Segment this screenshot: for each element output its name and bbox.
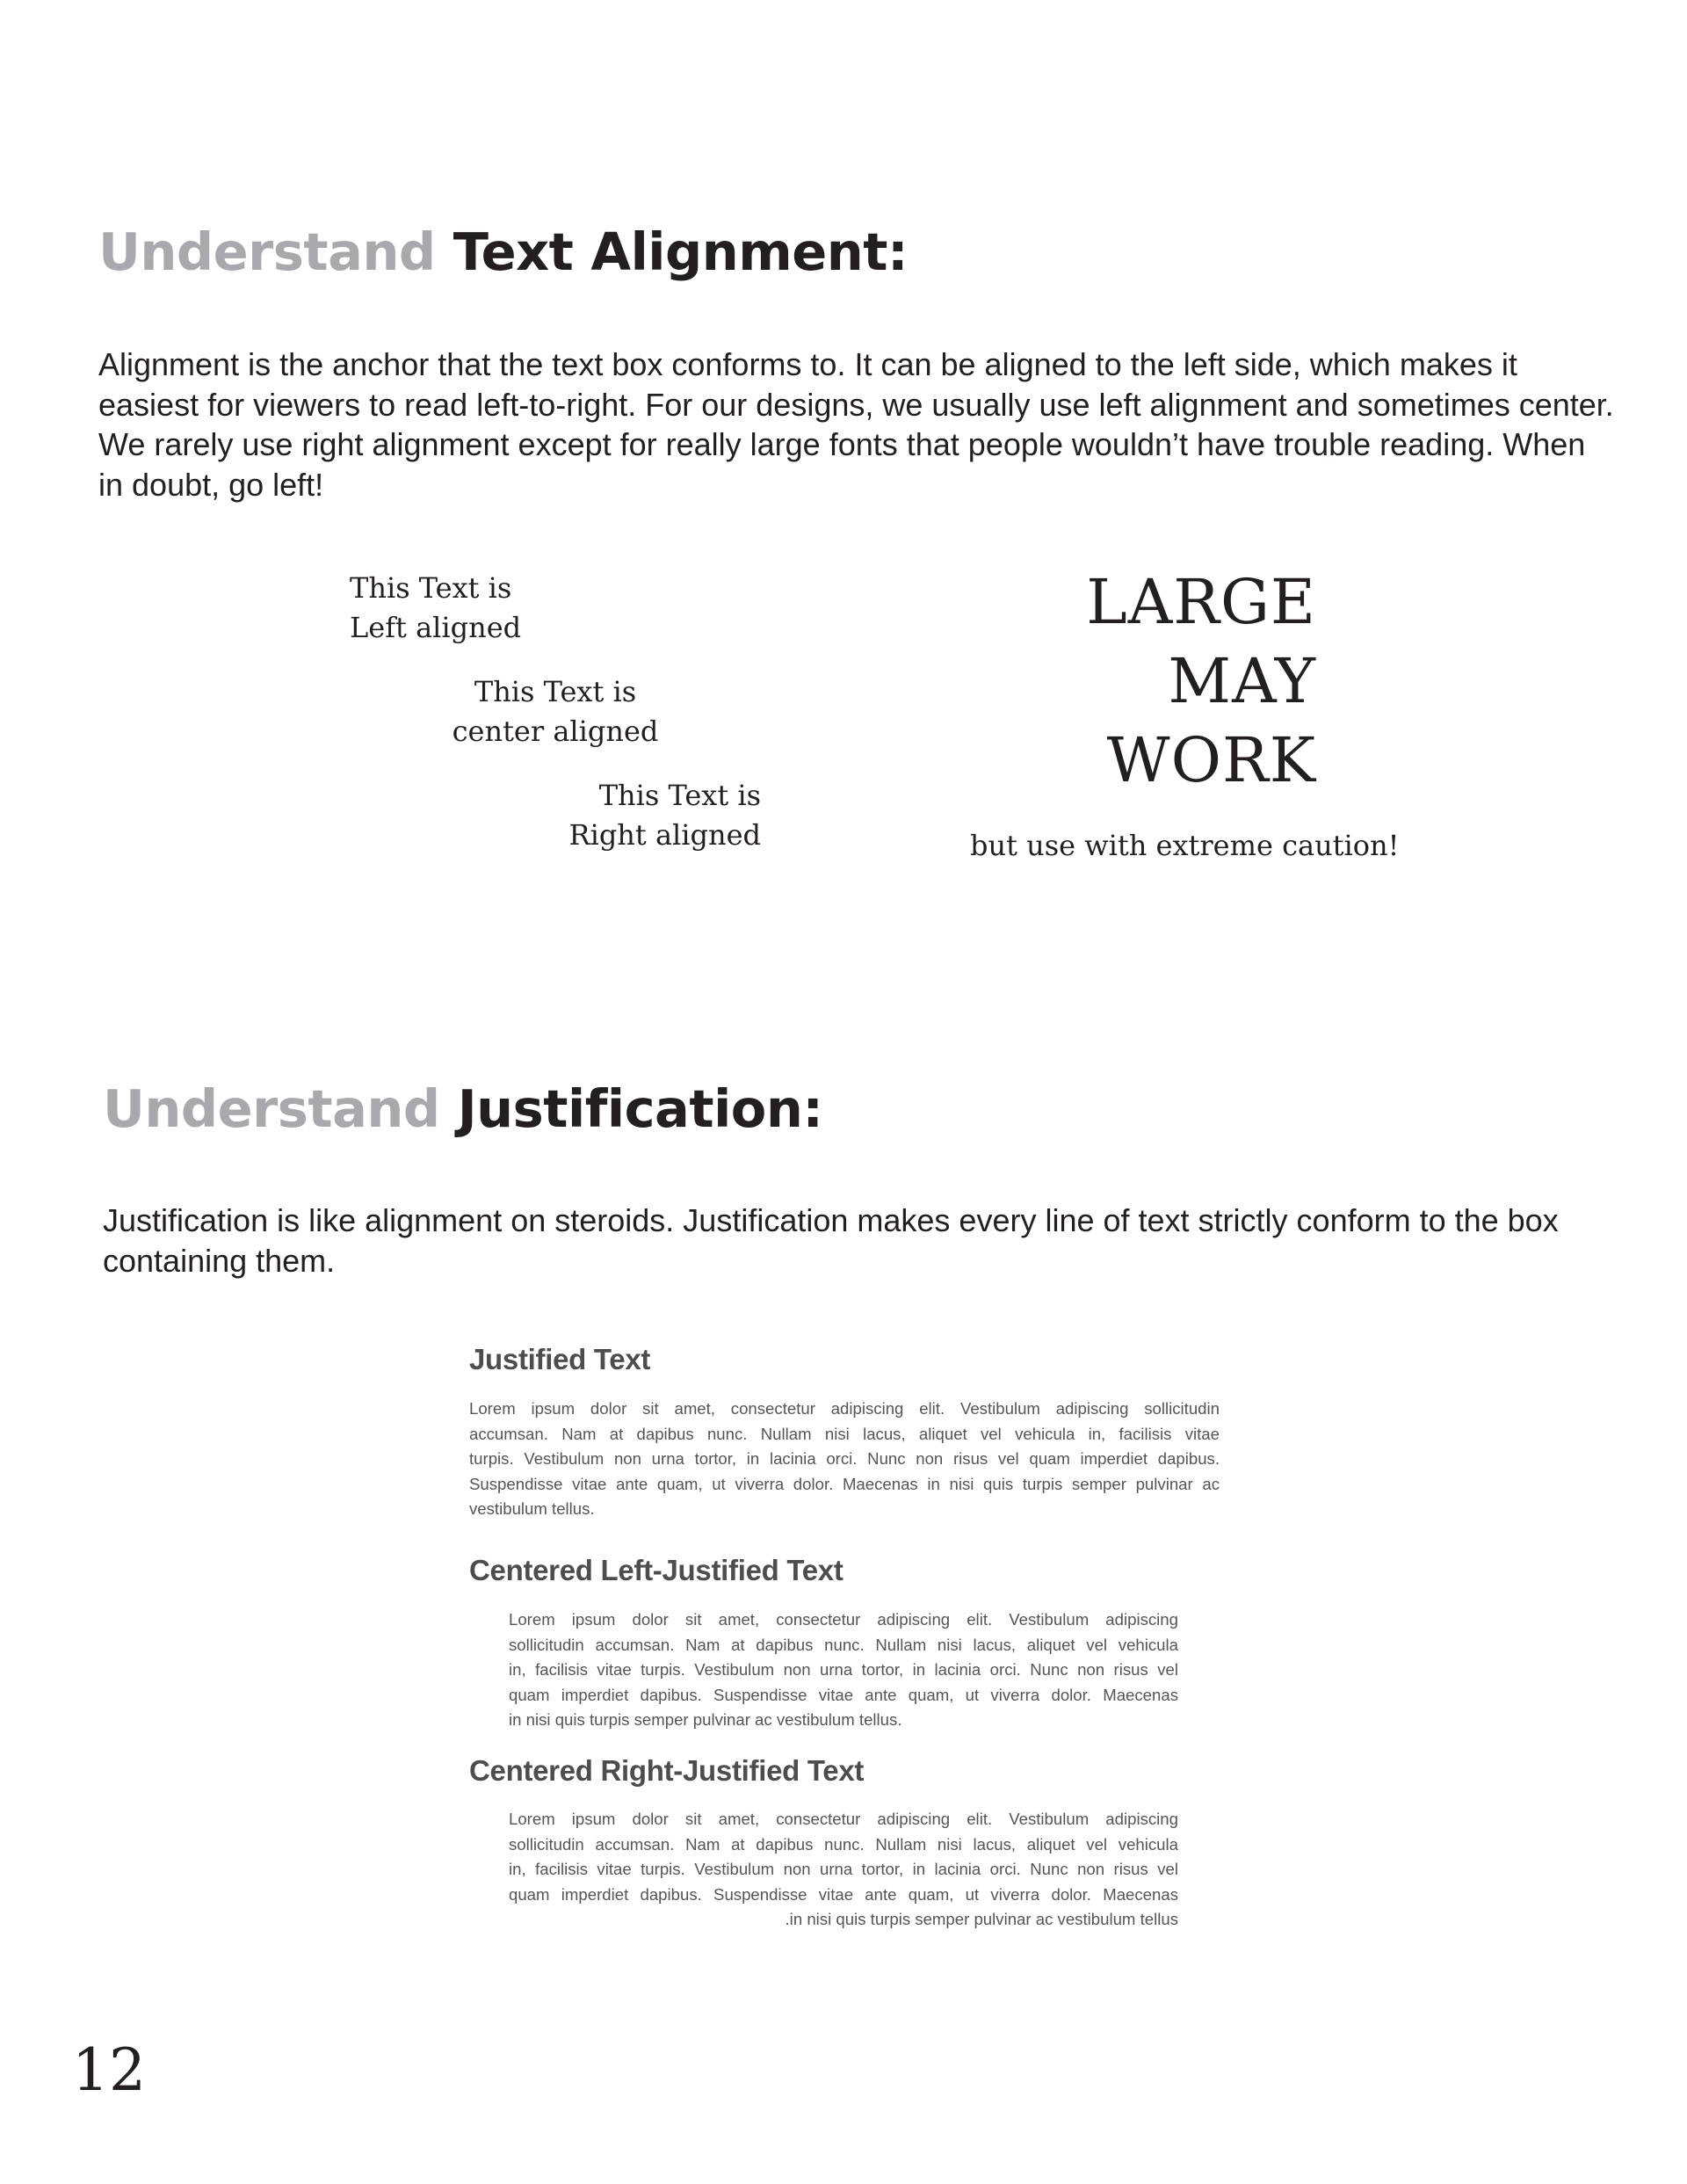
alignment-heading-muted: Understand	[98, 221, 436, 282]
justified-text-title: Justified Text	[469, 1343, 651, 1375]
alignment-heading	[98, 221, 908, 283]
justified-line: vestibulum tellus.	[469, 1499, 595, 1519]
centered-left-justified-line: quam imperdiet dapibus. Suspendisse vitae ante quam, ut viverra dolor. Maecenas	[509, 1685, 1178, 1704]
large-line: WORK	[1106, 724, 1316, 796]
justified-text-block	[469, 1397, 1220, 1522]
centered-right-justified-line: Lorem ipsum dolor sit amet, consectetur adipiscing elit. Vestibulum adipiscing	[509, 1810, 1178, 1828]
centered-left-justified-line: in nisi quis turpis semper pulvinar ac vestibulum tellus.	[509, 1710, 902, 1730]
centered-right-justified-line: in, facilisis vitae turpis. Vestibulum non urna tortor, in lacinia orci. Nunc non risus vel	[509, 1860, 1178, 1879]
center-aligned-line: This Text is	[474, 675, 637, 708]
justified-line: accumsan. Nam at dapibus nunc. Nullam nisi lacus, aliquet vel vehicula in, facilisis vitae	[469, 1424, 1220, 1443]
centered-right-justified-line: quam imperdiet dapibus. Suspendisse vitae ante quam, ut viverra dolor. Maecenas	[509, 1884, 1178, 1904]
alignment-paragraph-line: easiest for viewers to read left-to-right. For our designs, we usually use left alignment and sometimes center.	[98, 386, 1614, 423]
page-number: 12	[72, 2036, 146, 2104]
right-aligned-line: Right aligned	[568, 818, 761, 852]
centered-right-justified-title: Centered Right-Justified Text	[469, 1754, 865, 1787]
right-aligned-sample	[545, 776, 761, 855]
centered-left-justified-line: Lorem ipsum dolor sit amet, consectetur adipiscing elit. Vestibulum adipiscing	[509, 1610, 1178, 1629]
alignment-paragraph-line: We rarely use right alignment except for really large fonts that people wouldn’t have trouble reading. When	[98, 426, 1586, 462]
alignment-paragraph-line: Alignment is the anchor that the text box conforms to. It can be aligned to the left side, which makes it	[98, 346, 1517, 382]
justification-heading	[103, 1078, 822, 1140]
left-aligned-line: This Text is	[350, 571, 512, 605]
centered-left-justified-line: sollicitudin accumsan. Nam at dapibus nunc. Nullam nisi lacus, aliquet vel vehicula	[509, 1635, 1178, 1654]
justified-line: Lorem ipsum dolor sit amet, consectetur adipiscing elit. Vestibulum adipiscing sollicitudin	[469, 1399, 1220, 1418]
alignment-heading-strong: Text Alignment:	[453, 221, 909, 282]
left-aligned-line: Left aligned	[350, 611, 522, 644]
large-line: MAY	[1168, 645, 1316, 717]
justification-paragraph-line: containing them.	[103, 1242, 336, 1279]
right-aligned-line: This Text is	[598, 779, 761, 812]
alignment-paragraph	[98, 345, 1614, 504]
centered-right-justified-line: sollicitudin accumsan. Nam at dapibus nunc. Nullam nisi lacus, aliquet vel vehicula	[509, 1834, 1178, 1854]
centered-right-justified-line: .in nisi quis turpis semper pulvinar ac vestibulum tellus	[785, 1910, 1178, 1929]
large-right-aligned-sample	[1037, 562, 1316, 800]
centered-left-justified-title: Centered Left-Justified Text	[469, 1554, 844, 1586]
justification-paragraph-line: Justification is like alignment on steroids. Justification makes every line of text strictly conform to the box	[103, 1202, 1559, 1238]
large-line: LARGE	[1086, 566, 1316, 638]
caution-note: but use with extreme caution!	[970, 829, 1400, 862]
justified-line: turpis. Vestibulum non urna tortor, in lacinia orci. Nunc non risus vel quam imperdiet dapibus.	[469, 1449, 1220, 1469]
center-aligned-sample	[450, 672, 661, 751]
justified-line: Suspendisse vitae ante quam, ut viverra dolor. Maecenas in nisi quis turpis semper pulvinar ac	[469, 1474, 1220, 1493]
left-aligned-sample	[350, 569, 521, 648]
centered-left-justified-line: in, facilisis vitae turpis. Vestibulum non urna tortor, in lacinia orci. Nunc non risus vel	[509, 1660, 1178, 1680]
center-aligned-line: center aligned	[452, 715, 659, 748]
justification-heading-muted: Understand	[103, 1078, 440, 1139]
justification-heading-strong: Justification:	[457, 1078, 823, 1139]
alignment-paragraph-line: in doubt, go left!	[98, 466, 324, 503]
justification-paragraph	[103, 1201, 1559, 1281]
centered-right-justified-block	[509, 1807, 1178, 1933]
centered-left-justified-block	[509, 1607, 1178, 1733]
